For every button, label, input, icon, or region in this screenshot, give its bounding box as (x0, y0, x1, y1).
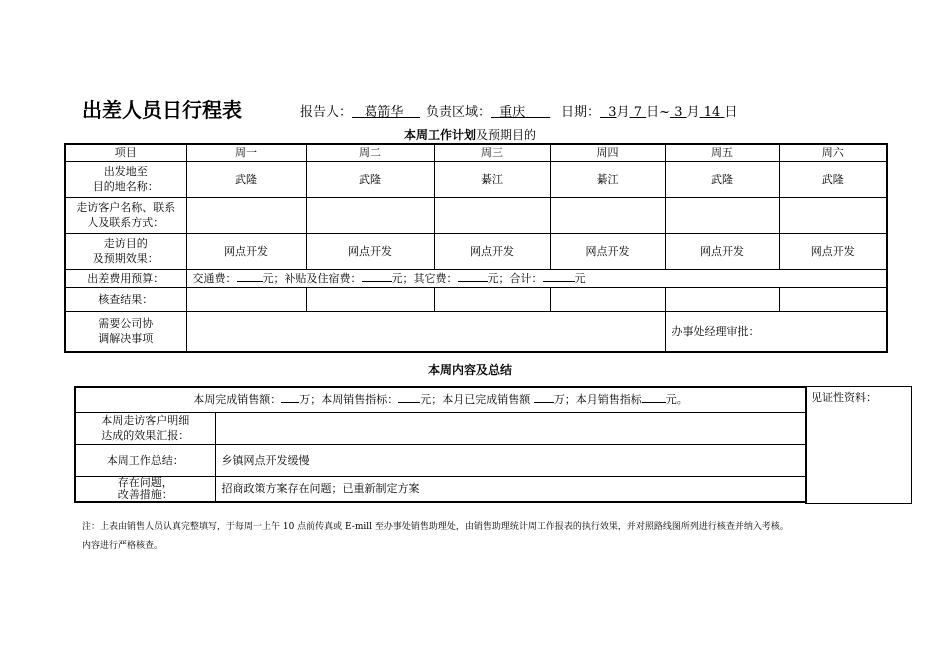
table-row (75, 387, 806, 412)
issues-label: 存在问题， 改善措施： (75, 476, 215, 502)
footnote-line: 注：上表由销售人员认真完整填写，于每周一上午 10 点前传真或 E-mill 至办事处销售助理处，由销售助理统计周工作报表的执行效果，并对照路线图所列进行核查并纳入考核。 (82, 522, 789, 532)
destination-cell[interactable]: 綦江 (550, 161, 665, 197)
date-to-month[interactable]: 3 (674, 105, 683, 120)
table-row (75, 476, 806, 502)
table-row (65, 287, 887, 311)
budget-cell[interactable]: 交通费： 元；补贴及住宿费： 元；其它费： 元；合计： 元 (186, 269, 887, 287)
reporter-field (300, 101, 420, 120)
col-header-fri: 周五 (665, 144, 779, 161)
date-unit: 月 (686, 105, 700, 120)
table-row (65, 197, 887, 233)
visit-client-cell[interactable] (665, 197, 779, 233)
coordination-label: 需要公司协 调解决事项 (65, 311, 186, 352)
date-unit: 日 (724, 105, 738, 120)
visit-detail-cell[interactable] (215, 412, 806, 444)
col-header-mon: 周一 (186, 144, 306, 161)
region-label: 负责区域： (426, 105, 492, 120)
check-result-cell[interactable] (434, 287, 550, 311)
visit-client-cell[interactable] (186, 197, 306, 233)
table-row (65, 144, 887, 161)
evidence-label: 见证性资料： (811, 391, 877, 404)
visit-detail-label: 本周走访客户明细 达成的效果汇报： (75, 412, 215, 444)
table-row (65, 233, 887, 269)
visit-client-label: 走访客户名称、联系 人及联系方式： (65, 197, 186, 233)
weekly-summary-table (74, 386, 807, 503)
date-field (561, 101, 737, 120)
summary-section-title: 本周内容及总结 (428, 363, 513, 377)
date-unit: 月 (616, 105, 630, 120)
col-header-tue: 周二 (306, 144, 434, 161)
footnote (82, 518, 902, 556)
check-result-cell[interactable] (779, 287, 887, 311)
table-row (75, 412, 806, 444)
reporter-label: 报告人： (300, 105, 353, 120)
visit-purpose-cell[interactable]: 网点开发 (665, 233, 779, 269)
table-row (65, 311, 887, 352)
issues-cell[interactable]: 招商政策方案存在问题；已重新制定方案 (215, 476, 806, 502)
budget-label: 出差费用预算： (65, 269, 186, 287)
destination-cell[interactable]: 綦江 (434, 161, 550, 197)
visit-client-cell[interactable] (550, 197, 665, 233)
visit-purpose-cell[interactable]: 网点开发 (434, 233, 550, 269)
destination-cell[interactable]: 武隆 (779, 161, 887, 197)
col-header-thu: 周四 (550, 144, 665, 161)
footnote-line: 内容进行严格核查。 (82, 541, 164, 551)
evidence-box[interactable] (805, 386, 912, 504)
region-value[interactable]: 重庆 (499, 105, 526, 120)
col-header-wed: 周三 (434, 144, 550, 161)
sales-summary-cell[interactable]: 本周完成销售额： 万；本周销售指标： 元；本月已完成销售额 万；本月销售指标 元。 (75, 387, 806, 412)
col-header-item: 项目 (65, 144, 186, 161)
work-summary-label: 本周工作总结： (75, 444, 215, 476)
reporter-value[interactable]: 葛箭华 (364, 105, 404, 120)
check-result-label: 核查结果： (65, 287, 186, 311)
destination-cell[interactable]: 武隆 (665, 161, 779, 197)
table-row (75, 444, 806, 476)
plan-section-title: 本周工作计划及预期目的 (404, 128, 537, 142)
visit-purpose-cell[interactable]: 网点开发 (779, 233, 887, 269)
date-from-month[interactable]: 3 (608, 105, 617, 120)
page-title: 出差人员日行程表 (82, 98, 242, 122)
col-header-sat: 周六 (779, 144, 887, 161)
date-from-day[interactable]: 7 (633, 105, 642, 120)
date-label: 日期： (561, 105, 601, 120)
check-result-cell[interactable] (306, 287, 434, 311)
visit-purpose-cell[interactable]: 网点开发 (550, 233, 665, 269)
check-result-cell[interactable] (665, 287, 779, 311)
destination-label: 出发地至 目的地名称： (65, 161, 186, 197)
destination-cell[interactable]: 武隆 (186, 161, 306, 197)
region-field (426, 101, 550, 120)
weekly-plan-table (64, 143, 888, 353)
visit-purpose-label: 走访目的 及预期效果： (65, 233, 186, 269)
visit-purpose-cell[interactable]: 网点开发 (306, 233, 434, 269)
table-row (65, 161, 887, 197)
coordination-cell[interactable] (186, 311, 665, 352)
check-result-cell[interactable] (186, 287, 306, 311)
visit-client-cell[interactable] (779, 197, 887, 233)
visit-client-cell[interactable] (434, 197, 550, 233)
date-unit: 日~ (646, 105, 671, 120)
destination-cell[interactable]: 武隆 (306, 161, 434, 197)
date-to-day[interactable]: 14 (703, 105, 721, 120)
check-result-cell[interactable] (550, 287, 665, 311)
visit-client-cell[interactable] (306, 197, 434, 233)
table-row (65, 269, 887, 287)
work-summary-cell[interactable]: 乡镇网点开发缓慢 (215, 444, 806, 476)
manager-approval-cell[interactable]: 办事处经理审批： (665, 311, 887, 352)
visit-purpose-cell[interactable]: 网点开发 (186, 233, 306, 269)
